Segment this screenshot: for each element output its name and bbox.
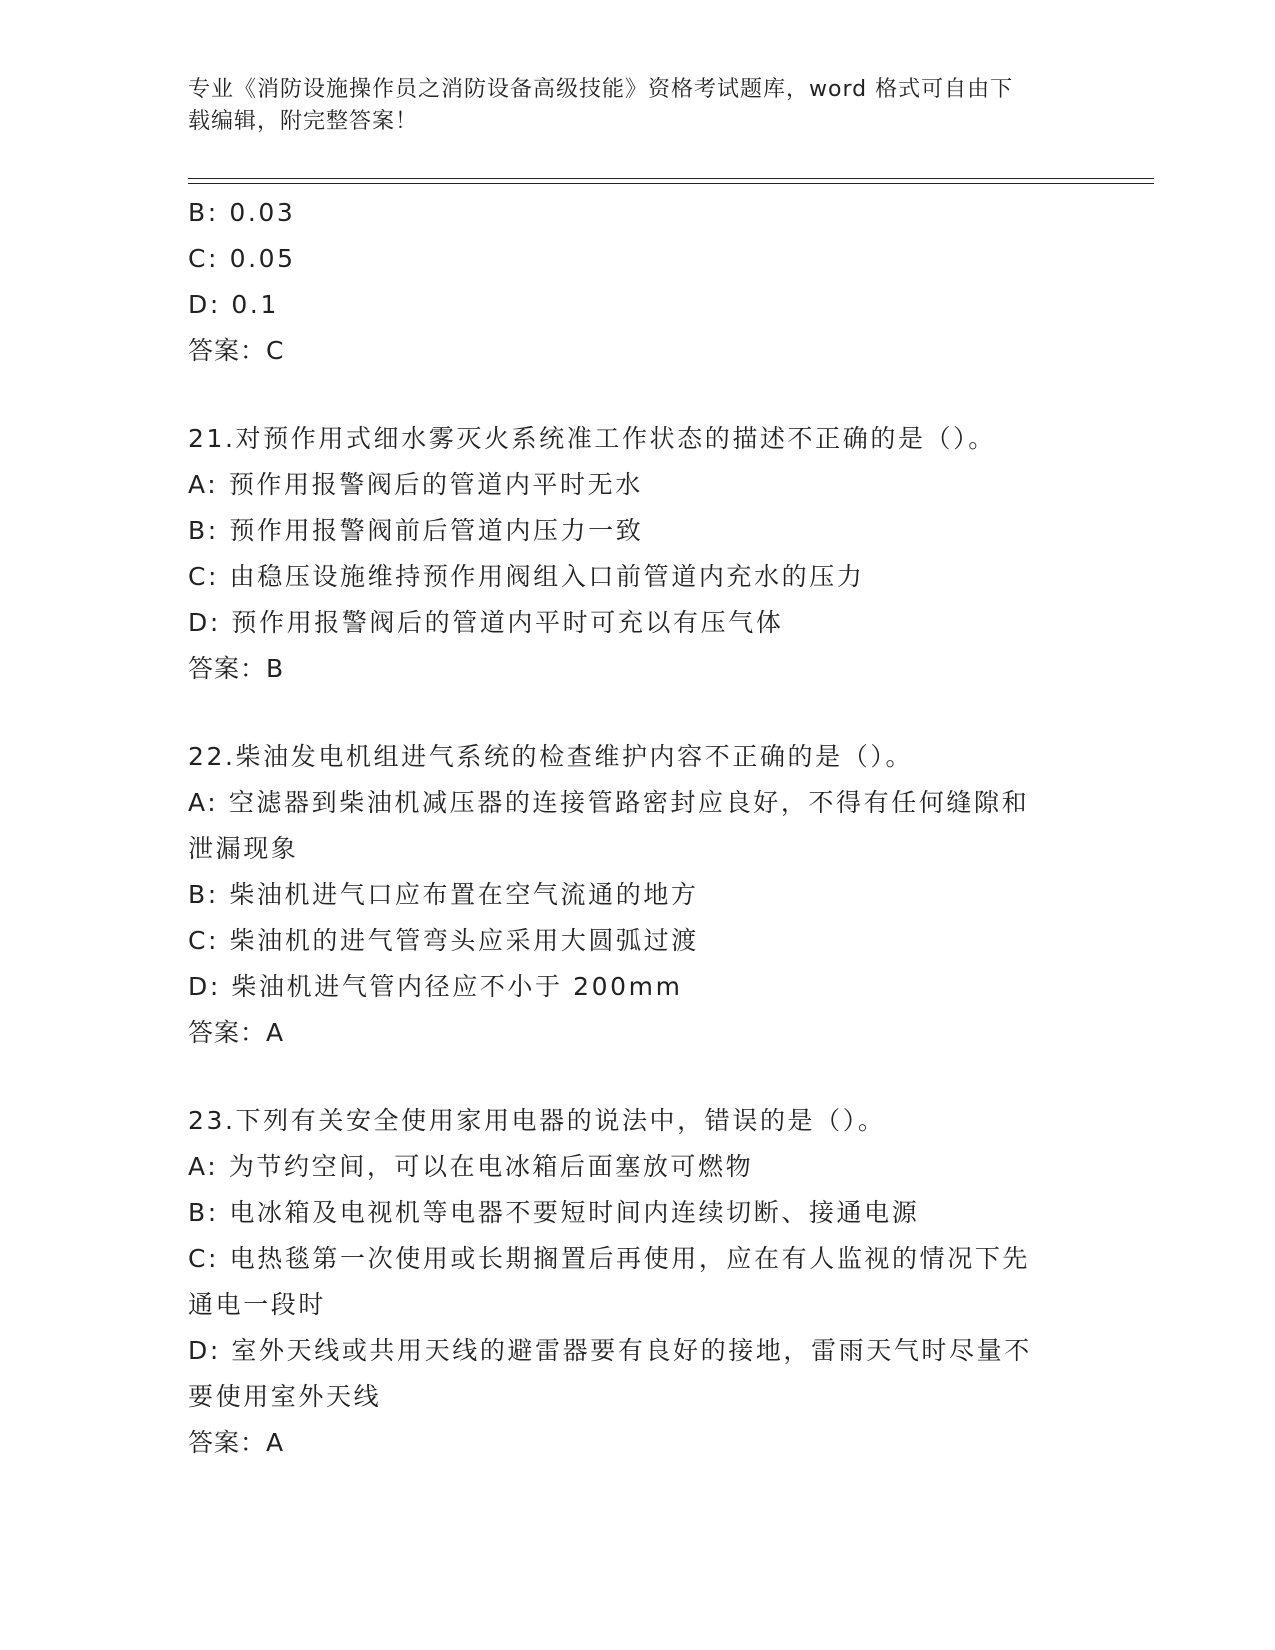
option-c: C: 电热毯第一次使用或长期搁置后再使用，应在有人监视的情况下先 bbox=[188, 1244, 1031, 1273]
answer: 答案：B bbox=[188, 654, 285, 683]
header-line-1: 专业《消防设施操作员之消防设备高级技能》资格考试题库，word 格式可自由下 bbox=[188, 77, 1014, 102]
option-d: D: 室外天线或共用天线的避雷器要有良好的接地，雷雨天气时尽量不 bbox=[188, 1336, 1032, 1365]
answer: 答案：A bbox=[188, 1018, 285, 1047]
option-a: A: 预作用报警阀后的管道内平时无水 bbox=[188, 470, 643, 499]
header-divider-top bbox=[188, 178, 1154, 179]
option-a: A: 为节约空间，可以在电冰箱后面塞放可燃物 bbox=[188, 1152, 754, 1181]
header-divider-bottom bbox=[188, 183, 1154, 184]
question-21 bbox=[188, 416, 1088, 692]
spacer bbox=[188, 1056, 1088, 1098]
question-stem: 23.下列有关安全使用家用电器的说法中，错误的是（）。 bbox=[188, 1106, 886, 1135]
spacer bbox=[188, 692, 1088, 734]
document-header bbox=[188, 74, 1088, 138]
spacer bbox=[188, 374, 1088, 416]
option-c: C: 柴油机的进气管弯头应采用大圆弧过渡 bbox=[188, 926, 699, 955]
option-c: C: 0.05 bbox=[188, 244, 296, 273]
question-stem: 22.柴油发电机组进气系统的检查维护内容不正确的是（）。 bbox=[188, 742, 914, 771]
option-b: B: 预作用报警阀前后管道内压力一致 bbox=[188, 516, 644, 545]
option-d: D: 预作用报警阀后的管道内平时可充以有压气体 bbox=[188, 608, 784, 637]
header-line-2: 载编辑，附完整答案！ bbox=[188, 109, 419, 134]
option-d: D: 柴油机进气管内径应不小于 200mm bbox=[188, 972, 683, 1001]
option-b: B: 0.03 bbox=[188, 198, 296, 227]
question-23 bbox=[188, 1098, 1088, 1466]
question-stem: 21.对预作用式细水雾灭火系统准工作状态的描述不正确的是（）。 bbox=[188, 424, 996, 453]
option-a-continued: 泄漏现象 bbox=[188, 834, 299, 863]
option-c: C: 由稳压设施维持预作用阀组入口前管道内充水的压力 bbox=[188, 562, 865, 591]
question-20-tail bbox=[188, 190, 1088, 374]
option-c-continued: 通电一段时 bbox=[188, 1290, 327, 1319]
option-a: A: 空滤器到柴油机减压器的连接管路密封应良好，不得有任何缝隙和 bbox=[188, 788, 1030, 817]
option-d-continued: 要使用室外天线 bbox=[188, 1382, 382, 1411]
question-22 bbox=[188, 734, 1088, 1056]
option-b: B: 柴油机进气口应布置在空气流通的地方 bbox=[188, 880, 699, 909]
question-list bbox=[188, 190, 1088, 1466]
answer: 答案：A bbox=[188, 1428, 285, 1457]
answer: 答案：C bbox=[188, 336, 285, 365]
option-d: D: 0.1 bbox=[188, 290, 279, 319]
option-b: B: 电冰箱及电视机等电器不要短时间内连续切断、接通电源 bbox=[188, 1198, 920, 1227]
